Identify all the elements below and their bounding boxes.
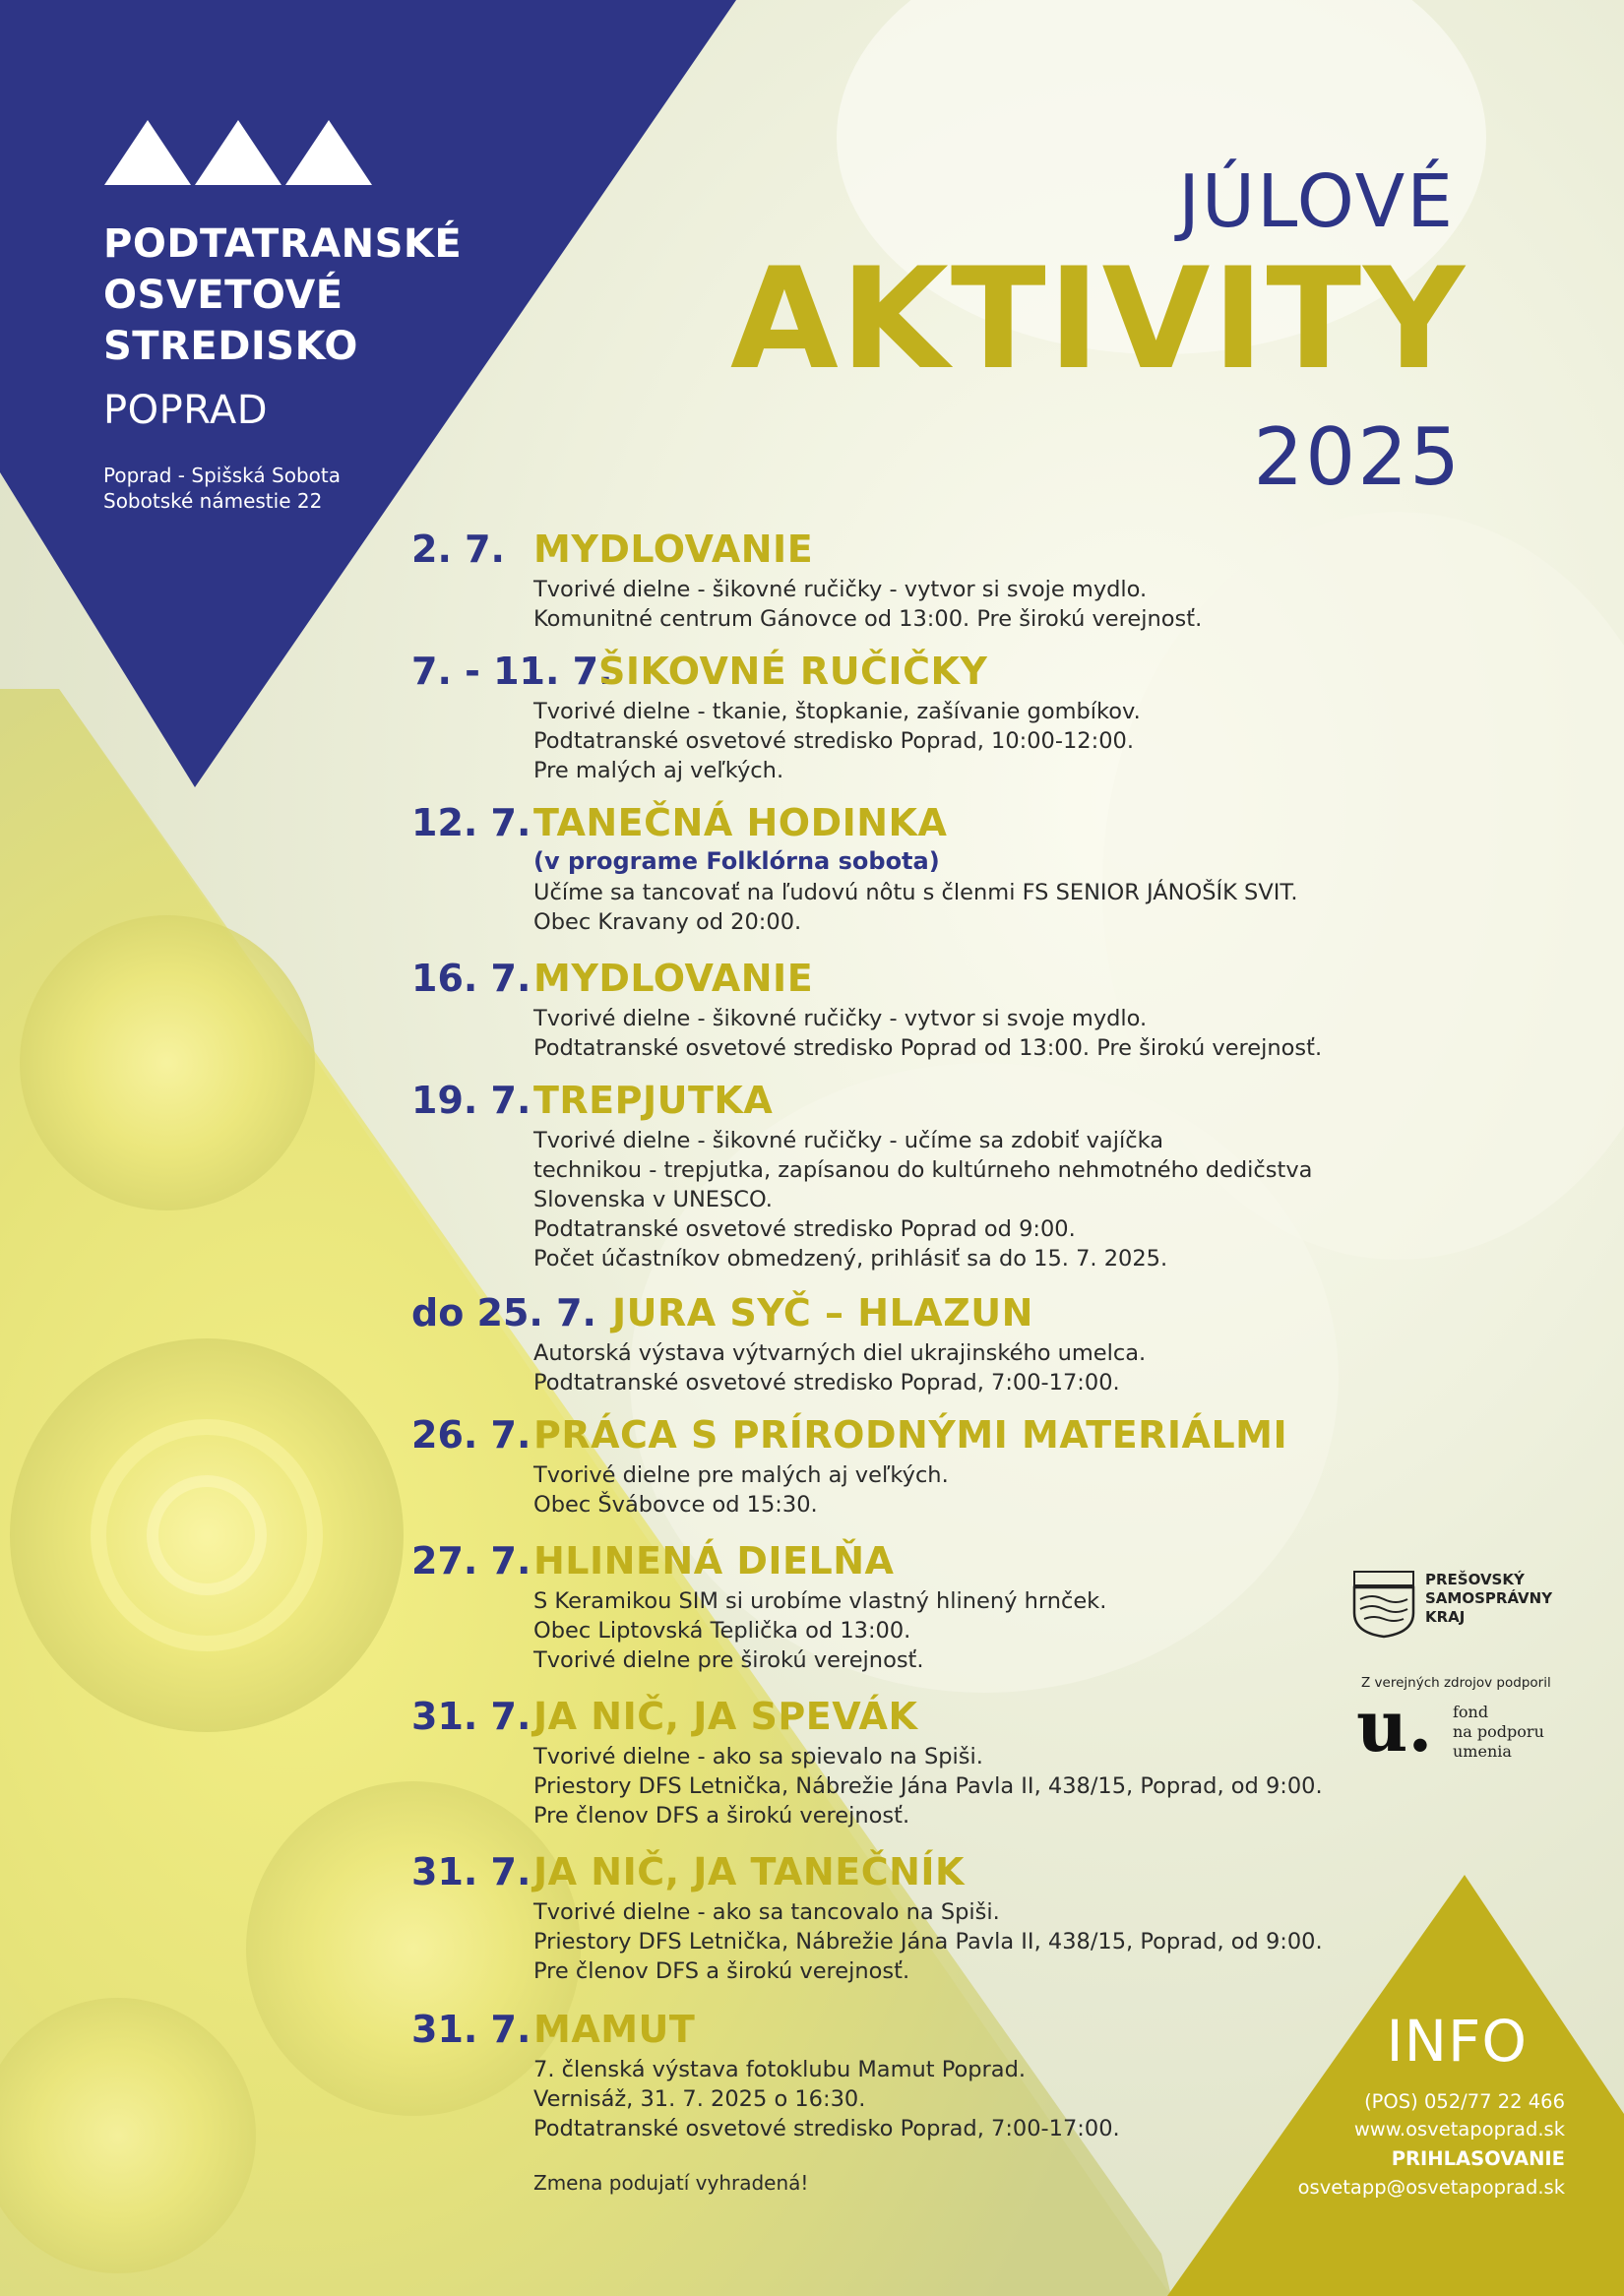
event-line: Tvorivé dielne pre širokú verejnosť. [533, 1647, 924, 1673]
event-title: JURA SYČ – HLAZUN [612, 1291, 1033, 1334]
event-line: Obec Liptovská Teplička od 13:00. [533, 1618, 911, 1644]
psk-name [1425, 1571, 1552, 1627]
info-title: INFO [1386, 2008, 1528, 2075]
event-line: Pre malých aj veľkých. [533, 758, 784, 783]
event-date: 31. 7. [411, 1695, 531, 1738]
event-line: Tvorivé dielne - šikovné ručičky - učíme sa zdobiť vajíčka [533, 1128, 1164, 1153]
event-1 [411, 527, 1396, 634]
event-line: 7. členská výstava fotoklubu Mamut Poprad. [533, 2057, 1027, 2082]
event-2 [411, 650, 1396, 785]
event-line: Autorská výstava výtvarných diel ukrajinského umelca. [533, 1340, 1147, 1366]
event-line: Komunitné centrum Gánovce od 13:00. Pre širokú verejnosť. [533, 606, 1203, 632]
event-title: PRÁCA S PRÍRODNÝMI MATERIÁLMI [533, 1413, 1288, 1457]
event-line: Obec Švábovce od 15:30. [533, 1492, 818, 1518]
org-name-line-3: STREDISKO [103, 324, 358, 369]
fpu-line-1: fond [1453, 1703, 1489, 1721]
change-note: Zmena podujatí vyhradená! [533, 2171, 809, 2195]
event-line: Tvorivé dielne - šikovné ručičky - vytvor si svoje mydlo. [533, 1006, 1148, 1031]
event-date: 12. 7. [411, 801, 531, 844]
event-7 [411, 1413, 1396, 1520]
address-line-2: Sobotské námestie 22 [103, 489, 323, 513]
event-line: Vernisáž, 31. 7. 2025 o 16:30. [533, 2086, 866, 2112]
org-name-line-2: OSVETOVÉ [103, 273, 344, 318]
event-date: 26. 7. [411, 1413, 531, 1457]
headline-year: 2025 [1253, 411, 1462, 503]
event-10 [411, 1850, 1396, 1986]
info-email-link[interactable]: osvetapp@osvetapoprad.sk [1297, 2176, 1565, 2199]
logo-mountains-icon [104, 120, 372, 185]
event-line: Podtatranské osvetové stredisko Poprad, 7:00-17:00. [533, 1370, 1120, 1396]
event-line: Počet účastníkov obmedzený, prihlásiť sa do 15. 7. 2025. [533, 1246, 1168, 1272]
event-date: 31. 7. [411, 1850, 531, 1893]
event-line: Pre členov DFS a širokú verejnosť. [533, 1958, 910, 1984]
event-title: TANEČNÁ HODINKA [533, 801, 948, 844]
event-title: JA NIČ, JA TANEČNÍK [533, 1850, 965, 1893]
event-line: technikou - trepjutka, zapísanou do kultúrneho nehmotného dedičstva [533, 1157, 1313, 1183]
fpu-prefix: Z verejných zdrojov podporil [1361, 1675, 1551, 1691]
event-line: Tvorivé dielne - šikovné ručičky - vytvor si svoje mydlo. [533, 577, 1148, 602]
event-date: 16. 7. [411, 957, 531, 1000]
address-line-1: Poprad - Spišská Sobota [103, 464, 341, 487]
event-date: 31. 7. [411, 2008, 531, 2051]
headline-main: AKTIVITY [729, 238, 1467, 401]
event-4 [411, 957, 1396, 1063]
psk-line-1: PREŠOVSKÝ [1425, 1571, 1525, 1588]
event-line: Pre členov DFS a širokú verejnosť. [533, 1803, 910, 1829]
event-5 [411, 1079, 1396, 1273]
event-8 [411, 1539, 1396, 1675]
event-title: MAMUT [533, 2008, 696, 2051]
event-line: S Keramikou SIM si urobíme vlastný hlinený hrnček. [533, 1588, 1107, 1614]
organization-name [103, 218, 462, 372]
headline-month: JÚLOVÉ [1178, 159, 1455, 244]
event-date: 27. 7. [411, 1539, 531, 1582]
psk-line-2: SAMOSPRÁVNY [1425, 1589, 1553, 1607]
fpu-line-2: na podporu [1453, 1722, 1544, 1741]
event-date: do 25. 7. [411, 1291, 596, 1334]
psk-line-3: KRAJ [1425, 1608, 1466, 1626]
event-line: Obec Kravany od 20:00. [533, 909, 802, 935]
fpu-name [1453, 1703, 1544, 1762]
info-website-link[interactable]: www.osvetapoprad.sk [1353, 2118, 1565, 2141]
event-line: Podtatranské osvetové stredisko Poprad od 13:00. Pre širokú verejnosť. [533, 1035, 1323, 1061]
psk-crest-icon [1352, 1570, 1415, 1639]
event-title: TREPJUTKA [533, 1079, 774, 1122]
event-line: Priestory DFS Letnička, Nábrežie Jána Pavla II, 438/15, Poprad, od 9:00. [533, 1773, 1323, 1799]
event-line: Podtatranské osvetové stredisko Poprad od 9:00. [533, 1216, 1076, 1242]
event-line: Tvorivé dielne - tkanie, štopkanie, zašívanie gombíkov. [533, 699, 1141, 724]
event-title: ŠIKOVNÉ RUČIČKY [598, 650, 988, 693]
event-title: MYDLOVANIE [533, 957, 814, 1000]
event-title: HLINENÁ DIELŇA [533, 1539, 895, 1582]
event-date: 19. 7. [411, 1079, 531, 1122]
fpu-logo-mark: u. [1356, 1684, 1433, 1768]
event-line: Slovenska v UNESCO. [533, 1187, 773, 1212]
event-title: JA NIČ, JA SPEVÁK [533, 1695, 918, 1738]
info-phone[interactable]: (POS) 052/77 22 466 [1364, 2090, 1565, 2113]
event-9 [411, 1695, 1396, 1831]
event-11 [411, 2008, 1396, 2143]
event-line: Priestory DFS Letnička, Nábrežie Jána Pavla II, 438/15, Poprad, od 9:00. [533, 1929, 1323, 1955]
info-registration-label: PRIHLASOVANIE [1391, 2147, 1565, 2170]
event-3 [411, 801, 1396, 937]
organization-city: POPRAD [103, 388, 269, 433]
fpu-line-3: umenia [1453, 1742, 1512, 1761]
event-subtitle: (v programe Folklórna sobota) [533, 847, 940, 875]
event-line: Podtatranské osvetové stredisko Poprad, 10:00-12:00. [533, 728, 1134, 754]
event-date: 7. - 11. 7. [411, 650, 613, 693]
event-6 [411, 1291, 1396, 1397]
event-line: Učíme sa tancovať na ľudovú nôtu s členmi FS SENIOR JÁNOŠÍK SVIT. [533, 880, 1298, 905]
org-name-line-1: PODTATRANSKÉ [103, 221, 463, 267]
event-line: Tvorivé dielne - ako sa tancovalo na Spiši. [533, 1899, 1000, 1925]
event-date: 2. 7. [411, 527, 505, 571]
organization-address [103, 463, 341, 514]
event-line: Tvorivé dielne - ako sa spievalo na Spiši. [533, 1744, 983, 1769]
event-line: Podtatranské osvetové stredisko Poprad, 7:00-17:00. [533, 2116, 1120, 2141]
event-line: Tvorivé dielne pre malých aj veľkých. [533, 1462, 949, 1488]
event-title: MYDLOVANIE [533, 527, 814, 571]
